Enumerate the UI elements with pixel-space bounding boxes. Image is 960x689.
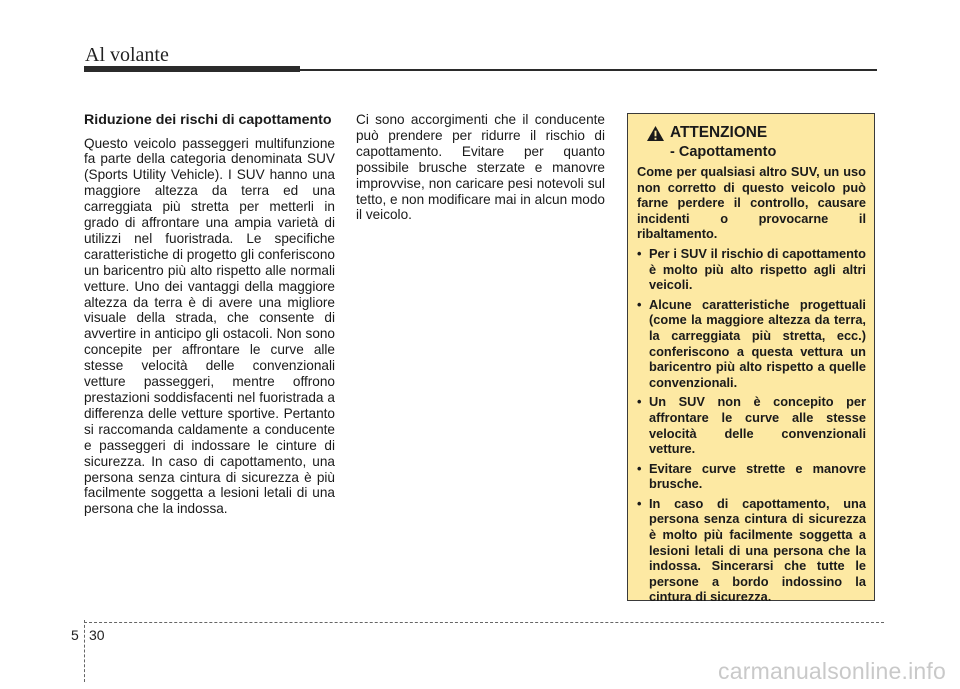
page-number: 30 <box>89 627 105 643</box>
warning-item: • In caso di capottamento, una persona senza cintura di sicurezza è molto più facilmente soggetta a lesioni letali di una persona che la indossa. Sincerarsi che tutte le persone a bordo indossino la cintura di sicurezza. <box>637 496 866 605</box>
warning-list <box>637 246 866 605</box>
header-rule-thin <box>300 69 877 71</box>
header-rule-thick <box>84 66 300 72</box>
footer-vertical-rule <box>84 620 86 682</box>
warning-title: ATTENZIONE <box>670 124 768 141</box>
warning-item: • Per i SUV il rischio di capottamento è molto più alto rispetto agli altri veicoli. <box>637 246 866 293</box>
warning-intro: Come per qualsiasi altro SUV, un uso non corretto di questo veicolo può farne perdere il controllo, causare incidenti o provocarne il ribaltamento. <box>637 164 866 242</box>
warning-item: • Alcune caratteristiche progettuali (come la maggiore altezza da terra, la carreggiata più stretta, ecc.) conferiscono a questa vettura un baricentro più alto rispetto a quelle convenzionali. <box>637 297 866 391</box>
chapter-number: 5 <box>71 627 79 643</box>
page-header-title: Al volante <box>85 44 169 66</box>
warning-item: • Evitare curve strette e manovre brusche. <box>637 461 866 492</box>
warning-box <box>627 113 875 605</box>
text-column-left <box>84 112 335 517</box>
warning-header <box>637 124 866 164</box>
warning-triangle-icon <box>646 125 665 142</box>
warning-item: • Un SUV non è concepito per affrontare le curve alle stesse velocità delle convenzionali vetture. <box>637 394 866 456</box>
section-heading: Riduzione dei rischi di capottamento <box>84 112 332 128</box>
text-column-middle <box>356 112 605 223</box>
section-body-middle: Ci sono accorgimenti che il conducente può prendere per ridurre il rischio di capottamento. Evitare per quanto possibile brusche sterzate e manovre improvvise, non caricare pesi notevoli sul tetto, e non modificare mai in alcun modo il veicolo. <box>356 112 605 223</box>
watermark: carmanualsonline.info <box>718 658 946 684</box>
warning-subtitle: - Capottamento <box>670 144 777 160</box>
section-body-left: Questo veicolo passeggeri multifunzione fa parte della categoria denominata SUV (Sports Utility Vehicle). I SUV hanno una maggiore altezza da terra ed una carreggiata più stretta per metterli in grado di affrontare una ampia varietà di utilizzi nel fuoristrada. Le specifiche caratteristiche di progetto gli conferiscono un baricentro più alto rispetto alle normali vetture. Uno dei vantaggi della maggiore altezza da terra è di avere una migliore visuale della strada, che consente di avvertire in anticipo gli ostacoli. Non sono concepite per affrontare le curve alle stesse velocità delle convenzionali vetture passeggeri, mentre offrono prestazioni soddisfacenti nel fuoristrada a differenza delle vetture sportive. Pertanto si raccomanda caldamente a conducente e passeggeri di indossare le cinture di sicurezza. In caso di capottamento, una persona senza cintura di sicurezza è più facilmente soggetta a lesioni letali di una persona che la indossa. <box>84 135 335 517</box>
footer-rule <box>84 622 884 623</box>
